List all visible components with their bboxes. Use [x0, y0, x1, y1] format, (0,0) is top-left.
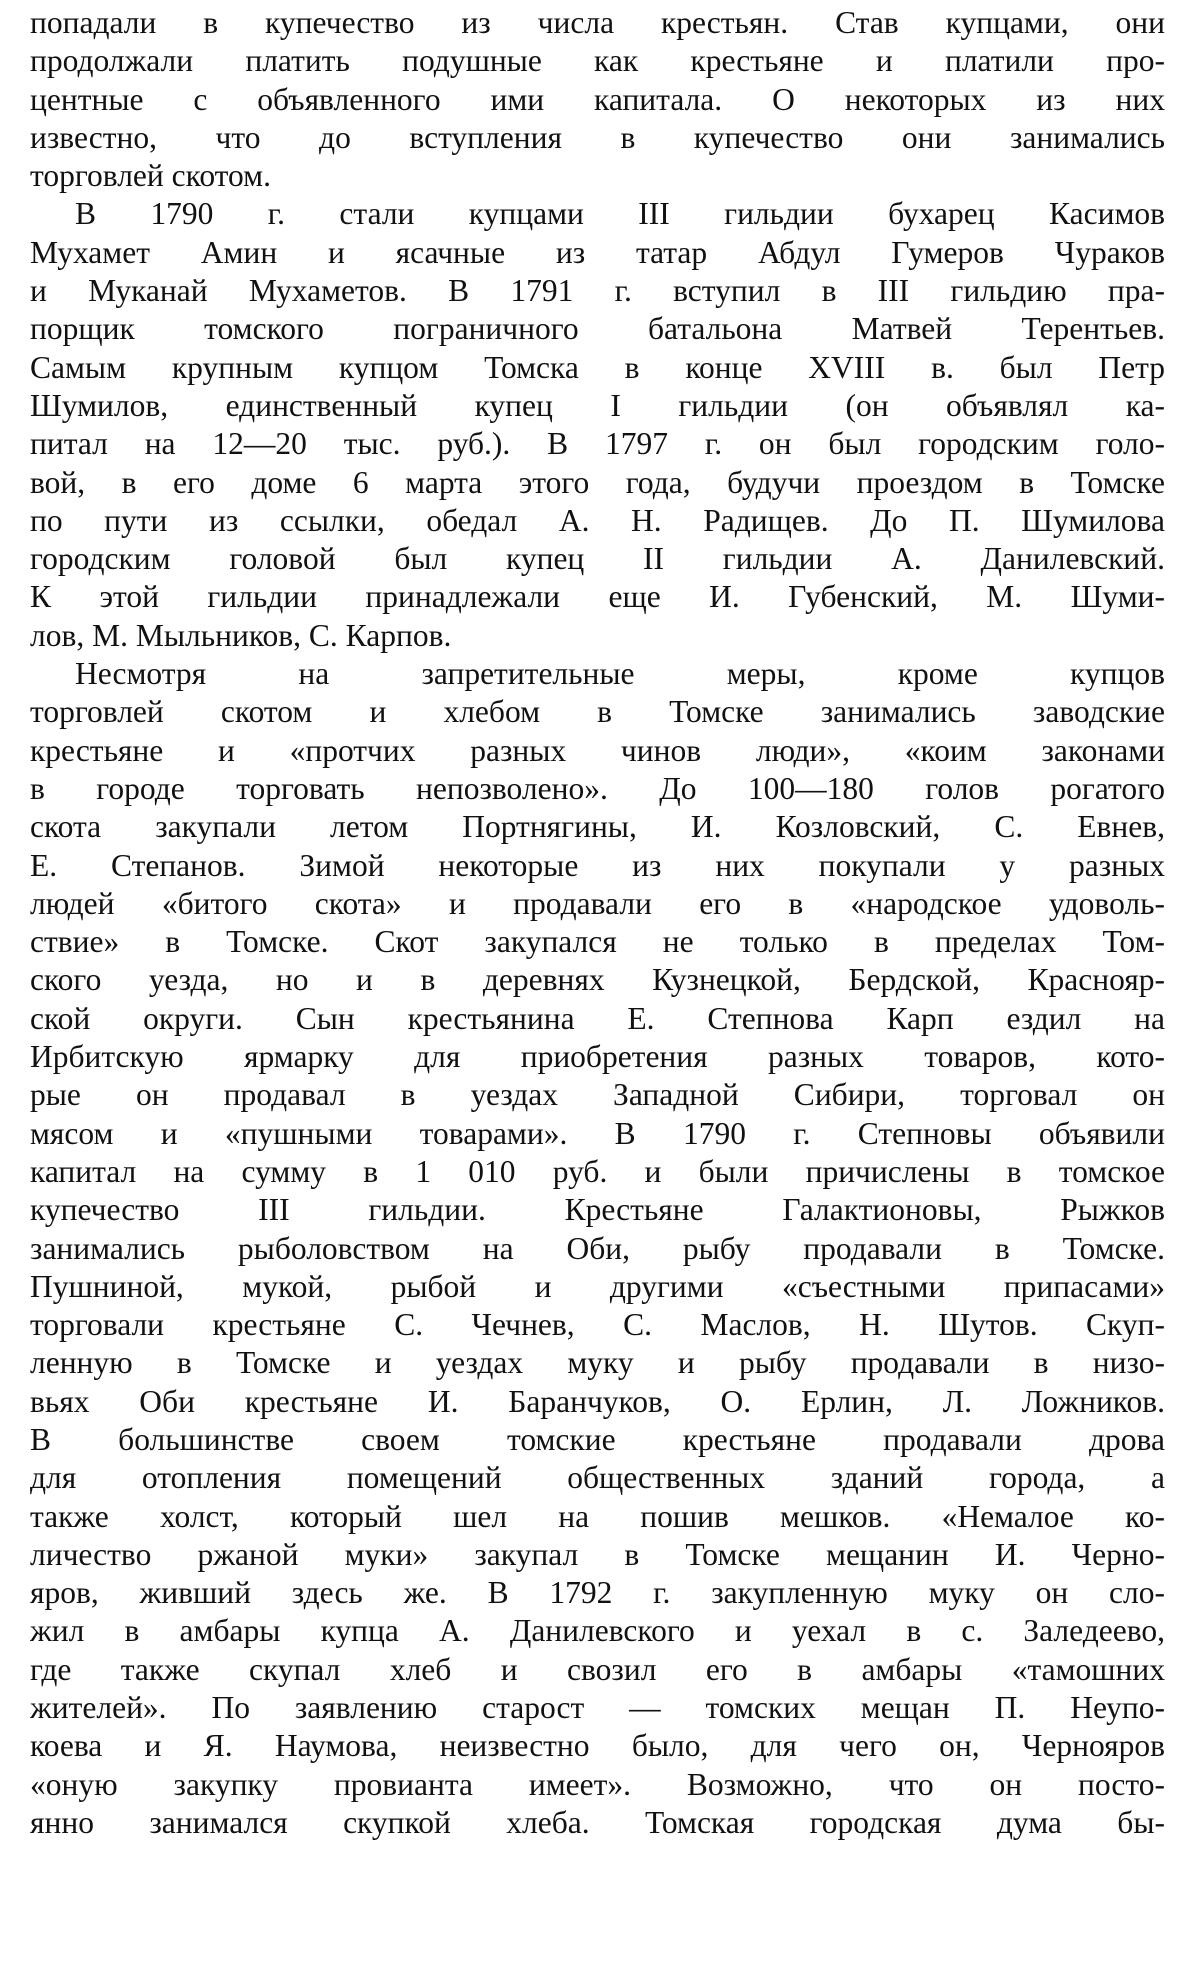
text-line: Е. Степанов. Зимой некоторые из них покупали у разных [30, 847, 1165, 883]
text-line: личество ржаной муки» закупал в Томске мещанин И. Черно- [30, 1536, 1165, 1572]
text-line: лов, М. Мыльников, С. Карпов. [30, 617, 452, 653]
text-line: по пути из ссылки, обедал А. Н. Радищев. До П. Шумилова [30, 502, 1165, 538]
text-line: купечество III гильдии. Крестьяне Галактионовы, Рыжков [30, 1192, 1165, 1228]
text-line: крестьяне и «протчих разных чинов люди», «коим законами [30, 732, 1165, 768]
text-line: питал на 12—20 тыс. руб.). В 1797 г. он был городским голо- [30, 426, 1165, 462]
text-line: яров, живший здесь же. В 1792 г. закупленную муку он сло- [30, 1575, 1165, 1611]
text-line: вьях Оби крестьяне И. Баранчуков, О. Ерлин, Л. Ложников. [30, 1383, 1165, 1419]
text-line: Несмотря на запретительные меры, кроме купцов [75, 656, 1165, 692]
text-line: Шумилов, единственный купец I гильдии (он объявлял ка- [30, 387, 1165, 423]
text-line: известно, что до вступления в купечество они занимались [30, 119, 1165, 155]
text-line: К этой гильдии принадлежали еще И. Губенский, М. Шуми- [30, 579, 1165, 615]
text-line: и Муканай Мухаметов. В 1791 г. вступил в III гильдию пра- [30, 273, 1165, 309]
text-line: Пушниной, мукой, рыбой и другими «съестными припасами» [30, 1268, 1165, 1304]
paragraph [30, 195, 1165, 655]
text-line: продолжали платить подушные как крестьяне и платили про- [30, 43, 1165, 79]
text-line: скота закупали летом Портнягины, И. Козловский, С. Евнев, [30, 809, 1165, 845]
text-line: занимались рыболовством на Оби, рыбу продавали в Томске. [30, 1230, 1165, 1266]
text-line: Самым крупным купцом Томска в конце XVIII в. был Петр [30, 349, 1165, 385]
text-line: торговали крестьяне С. Чечнев, С. Маслов, Н. Шутов. Скуп- [30, 1307, 1165, 1343]
text-line: капитал на сумму в 1 010 руб. и были причислены в томское [30, 1153, 1165, 1189]
text-line: торговлей скотом и хлебом в Томске занимались заводские [30, 694, 1165, 730]
text-line: людей «битого скота» и продавали его в «народское удоволь- [30, 885, 1165, 921]
text-line: мясом и «пушными товарами». В 1790 г. Степновы объявили [30, 1115, 1165, 1151]
text-line: центные с объявленного ими капитала. О некоторых из них [30, 81, 1165, 117]
text-line: попадали в купечество из числа крестьян. Став купцами, они [30, 5, 1165, 40]
text-line: «оную закупку провианта имеет». Возможно, что он посто- [30, 1766, 1165, 1802]
text-line: ского уезда, но и в деревнях Кузнецкой, Бердской, Краснояр- [30, 962, 1165, 998]
text-line: для отопления помещений общественных зданий города, а [30, 1460, 1165, 1496]
text-line: городским головой был купец II гильдии А. Данилевский. [30, 541, 1165, 577]
text-line: где также скупал хлеб и свозил его в амбары «тамошних [30, 1651, 1165, 1687]
text-line: В большинстве своем томские крестьяне продавали дрова [30, 1421, 1165, 1457]
text-line: также холст, который шел на пошив мешков. «Немалое ко- [30, 1498, 1165, 1534]
text-line: торговлей скотом. [30, 158, 271, 194]
text-line: ствие» в Томске. Скот закупался не только в пределах Том- [30, 924, 1165, 960]
text-line: порщик томского пограничного батальона Матвей Терентьев. [30, 311, 1165, 347]
text-line: жил в амбары купца А. Данилевского и уехал в с. Заледеево, [30, 1613, 1165, 1649]
text-line: ленную в Томске и уездах муку и рыбу продавали в низо- [30, 1345, 1165, 1381]
paragraph [30, 4, 1165, 195]
text-line: вой, в его доме 6 марта этого года, будучи проездом в Томске [30, 464, 1165, 500]
text-line: ской округи. Сын крестьянина Е. Степнова Карп ездил на [30, 1000, 1165, 1036]
text-line: Мухамет Амин и ясачные из татар Абдул Гумеров Чураков [30, 234, 1165, 270]
text-column [30, 4, 1165, 1842]
text-line: В 1790 г. стали купцами III гильдии бухарец Касимов [75, 196, 1165, 232]
text-line: янно занимался скупкой хлеба. Томская городская дума бы- [30, 1804, 1165, 1840]
text-line: жителей». По заявлению старост — томских мещан П. Неупо- [30, 1690, 1165, 1726]
text-line: в городе торговать непозволено». До 100—180 голов рогатого [30, 770, 1165, 806]
text-line: Ирбитскую ярмарку для приобретения разных товаров, кото- [30, 1039, 1165, 1075]
text-line: рые он продавал в уездах Западной Сибири, торговал он [30, 1077, 1165, 1113]
text-line: коева и Я. Наумова, неизвестно было, для чего он, Чернояров [30, 1728, 1165, 1764]
paragraph [30, 655, 1165, 1842]
